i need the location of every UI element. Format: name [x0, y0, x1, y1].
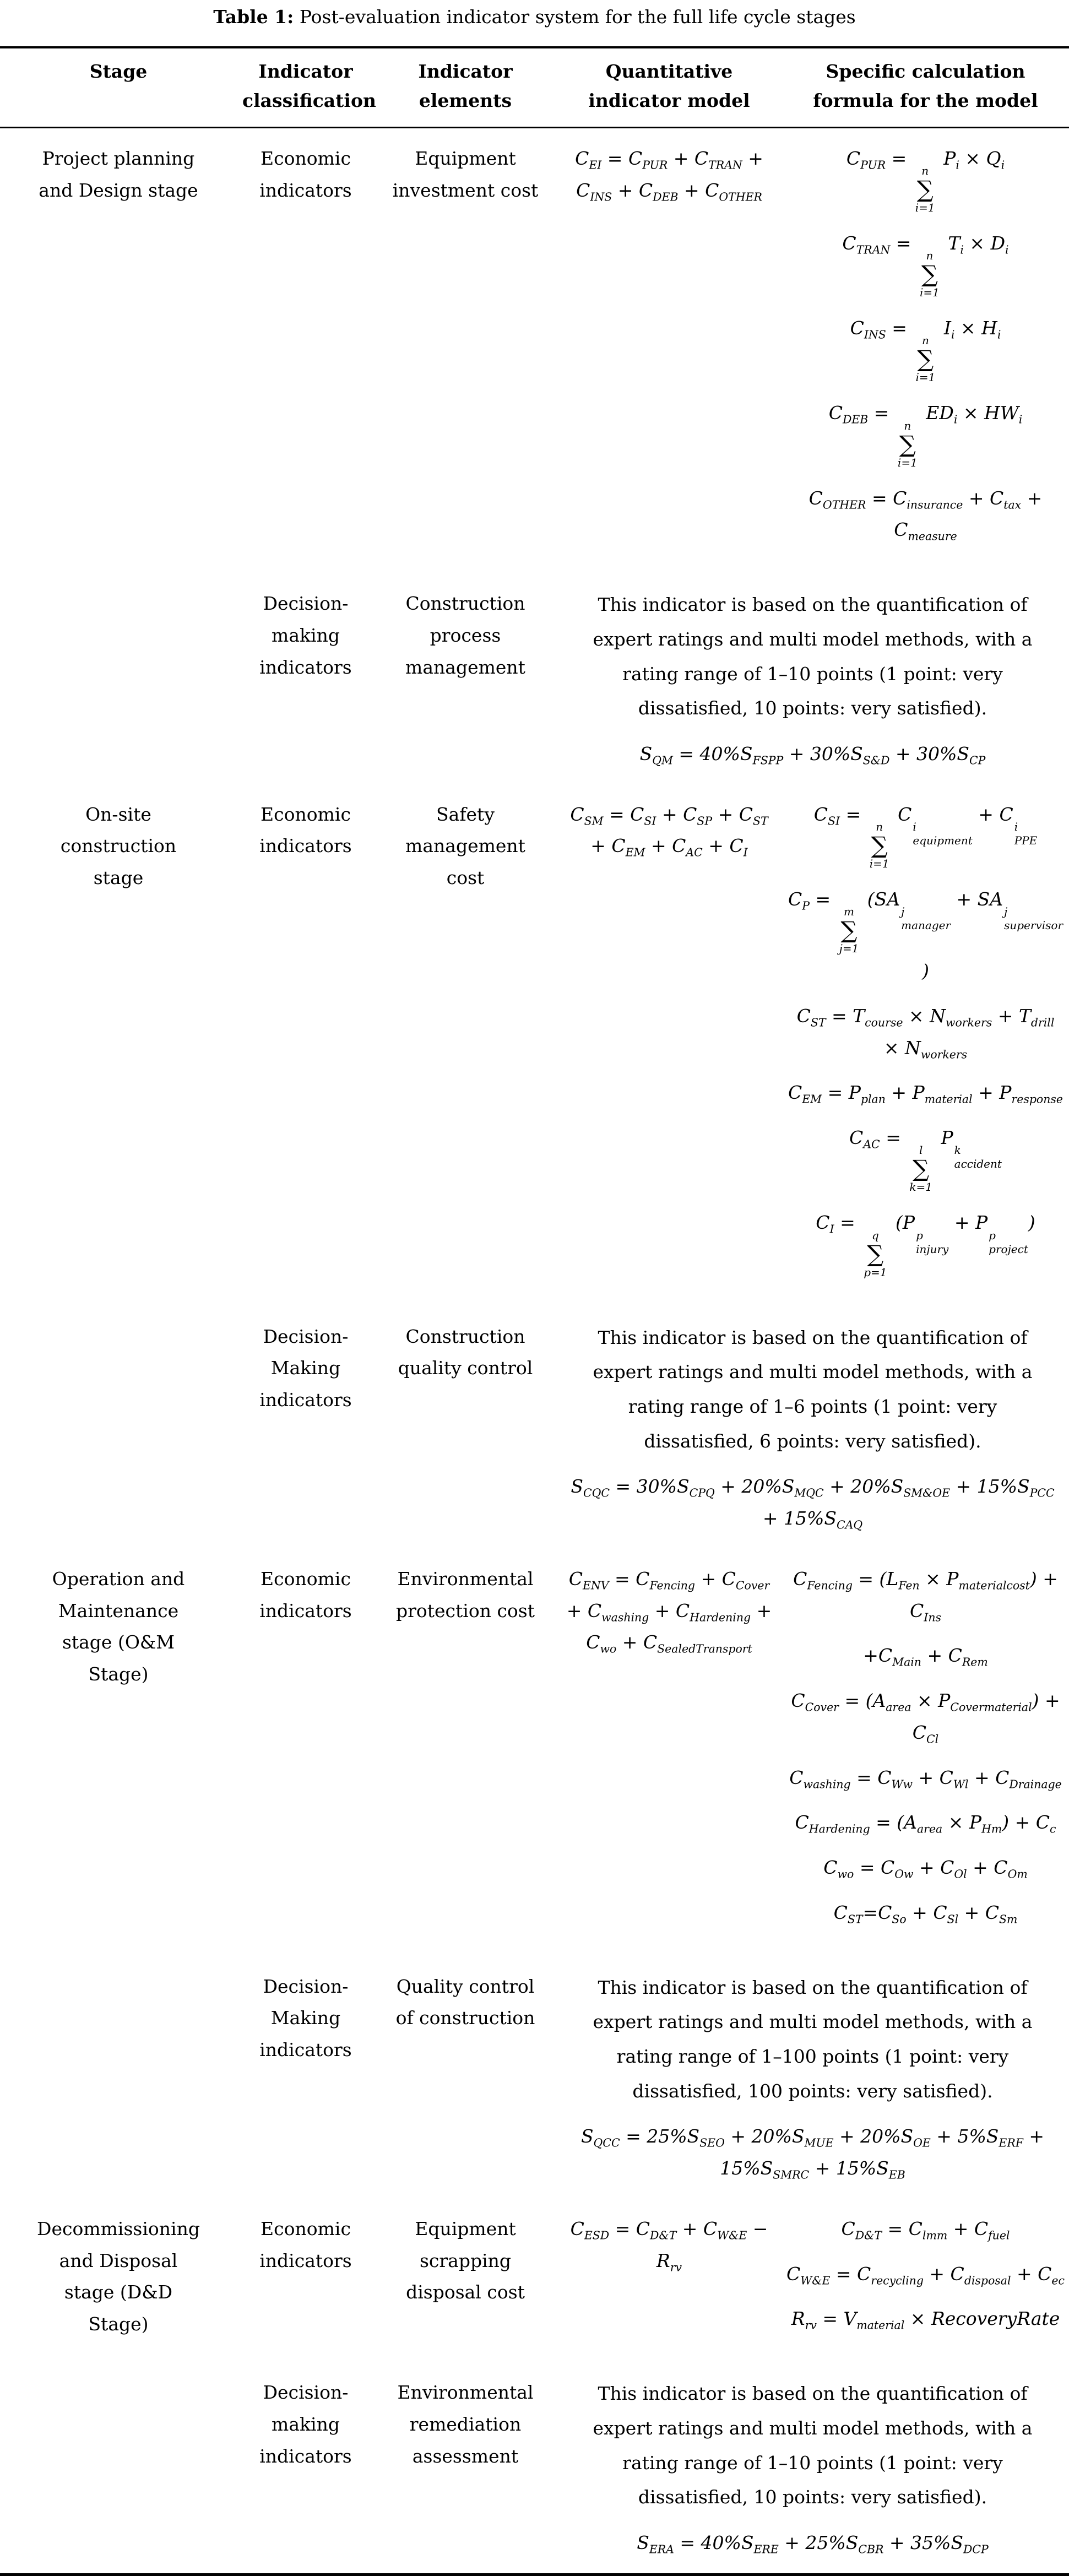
table-caption: [0, 0, 1069, 46]
formula-line: $C_{W\&E} = C_{recycling} + C_{disposal} + C_{ec}$: [786, 2263, 1065, 2287]
note-cell: [556, 2362, 1069, 2574]
formula-line: $C_{Fencing} = (L_{Fen} \times P_{materialcost}) + C_{Ins}$: [793, 1568, 1058, 1624]
formula-line: $C_{EM} = P_{plan} + P_{material} + P_{response}$: [788, 1082, 1063, 1107]
specific-formula-cell: [782, 784, 1069, 1306]
note-formula: $S_{QM} = 40\%S_{FSPP} + 30\%S_{S\&D} + 30\%S_{CP}$: [639, 742, 986, 767]
formula-line: $C_{AC}$ = l ∑ k=1 P k accident: [849, 1127, 1002, 1194]
table-row: [0, 1549, 1069, 1956]
header-stage: Stage: [0, 47, 237, 127]
classification-cell: Economic indicators: [259, 2217, 352, 2271]
model-formula: $C_{ESD} = C_{D\&T} + C_{W\&E} - R_{rv}$: [570, 2217, 768, 2274]
note-cell: [556, 573, 1069, 784]
header-formula: Specific calculation formula for the model: [782, 47, 1069, 127]
formula-line: $C_{wo} = C_{Ow} + C_{Ol} + C_{Om}$: [823, 1857, 1028, 1881]
formula-line: $C_{Cover} = (A_{area} \times P_{Covermaterial}) + C_{Cl}$: [791, 1690, 1060, 1746]
classification-cell: Decision-making indicators: [259, 2382, 352, 2467]
table-caption-text: Post-evaluation indicator system for the full life cycle stages: [294, 6, 856, 28]
stage-cell: Operation and Maintenance stage (O&M Stage): [52, 1568, 185, 1685]
formula-line: $C_{DEB}$ = n ∑ i=1 $ED_i \times HW_i$: [828, 402, 1023, 469]
stage-cell: On-site construction stage: [60, 803, 177, 889]
formula-line: $C_P$ = m ∑ j=1 (SA j manager + SA j supervisor ): [788, 888, 1063, 982]
header-elements: Indicator elements: [375, 47, 556, 127]
formula-line: $C_{TRAN}$ = n ∑ i=1 $T_i \times D_i$: [842, 232, 1009, 300]
header-classification: Indicator classification: [237, 47, 375, 127]
formula-line: $C_{Hardening} = (A_{area} \times P_{Hm}) + C_c$: [795, 1812, 1056, 1836]
model-formula: $C_{EI} = C_{PUR} + C_{TRAN} + C_{INS} + C_{DEB} + C_{OTHER}$: [575, 147, 763, 204]
table-header: [0, 47, 1069, 127]
model-cell: [556, 2199, 782, 2362]
formula-line: $C_I$ = q ∑ p=1 (P p injury + P p project ): [816, 1212, 1035, 1279]
specific-formula-cell: [782, 1549, 1069, 1956]
formula-line: $C_{D\&T} = C_{lmm} + C_{fuel}$: [841, 2217, 1010, 2242]
formula-line: $C_{ST}=C_{So} + C_{Sl} + C_{Sm}$: [833, 1901, 1018, 1926]
note-text: This indicator is based on the quantification of expert ratings and multi model methods, with a rating range of 1–6 points (1 point: very dissatisfied, 6 points: very satisfied).: [593, 1326, 1033, 1452]
element-cell: Environmental protection cost: [395, 1568, 535, 1621]
table-body: [0, 127, 1069, 2574]
formula-line: $+C_{Main} + C_{Rem}$: [863, 1645, 988, 1669]
stage-cell: Project planning and Design stage: [39, 147, 198, 201]
formula-line: $C_{SI}$ = n ∑ i=1 C i equipment + C i PPE: [813, 803, 1038, 870]
table-row: [0, 784, 1069, 1306]
model-cell: [556, 1549, 782, 1956]
model-cell: [556, 784, 782, 1306]
table-caption-label: Table 1:: [213, 6, 294, 28]
specific-formula-cell: [782, 2199, 1069, 2362]
table-row: [0, 2199, 1069, 2362]
note-formula: $S_{QCC} = 25\%S_{SEO} + 20\%S_{MUE} + 20\%S_{OE} + 5\%S_{ERF} + 15\%S_{SMRC} + 15\%S_{EB}$: [580, 2125, 1045, 2182]
classification-cell: Decision-Making indicators: [259, 1325, 352, 1411]
element-cell: Construction process management: [405, 593, 525, 678]
element-cell: Construction quality control: [398, 1325, 533, 1379]
note-cell: [556, 1306, 1069, 1549]
note-text: This indicator is based on the quantification of expert ratings and multi model methods, with a rating range of 1–10 points (1 point: very dissatisfied, 10 points: very satisfied).: [593, 2383, 1033, 2508]
classification-cell: Decision-Making indicators: [259, 1975, 352, 2061]
note-cell: [556, 1956, 1069, 2199]
classification-cell: Decision-making indicators: [259, 593, 352, 678]
header-row: [0, 47, 1069, 127]
model-formula: $C_{ENV} = C_{Fencing} + C_{Cover} + C_{washing} + C_{Hardening} + C_{wo} + C_{SealedTransport}$: [566, 1568, 772, 1656]
classification-cell: Economic indicators: [259, 1568, 352, 1621]
header-model: Quantitative indicator model: [556, 47, 782, 127]
table-row: [0, 127, 1069, 573]
formula-line: $R_{rv} = V_{material}$ × RecoveryRate: [791, 2308, 1060, 2332]
formula-line: $C_{PUR}$ = n ∑ i=1 $P_i \times Q_i$: [846, 147, 1005, 215]
formula-line: $C_{OTHER} = C_{insurance} + C_{tax} + C_{measure}$: [808, 487, 1043, 544]
note-text: This indicator is based on the quantification of expert ratings and multi model methods, with a rating range of 1–100 points (1 point: very dissatisfied, 100 points: very satisfied).: [593, 1976, 1033, 2102]
element-cell: Equipment scrapping disposal cost: [406, 2217, 525, 2303]
element-cell: Environmental remediation assessment: [397, 2382, 534, 2467]
specific-formula-cell: [782, 127, 1069, 573]
element-cell: Quality control of construction: [395, 1975, 535, 2029]
formula-line: $C_{INS}$ = n ∑ i=1 $I_i \times H_i$: [850, 317, 1001, 384]
note-formula: $S_{ERA} = 40\%S_{ERE} + 25\%S_{CBR} + 35\%S_{DCP}$: [637, 2531, 989, 2556]
model-formula: $C_{SM} = C_{SI} + C_{SP} + C_{ST} + C_{EM} + C_{AC} + C_I$: [570, 803, 768, 860]
model-cell: [556, 127, 782, 573]
classification-cell: Economic indicators: [259, 803, 352, 857]
formula-line: $C_{ST} = T_{course} \times N_{workers} + T_{drill} \times N_{workers}$: [796, 1005, 1055, 1061]
element-cell: Equipment investment cost: [392, 147, 539, 201]
indicator-table: [0, 46, 1069, 2575]
element-cell: Safety management cost: [405, 803, 525, 889]
note-text: This indicator is based on the quantification of expert ratings and multi model methods, with a rating range of 1–10 points (1 point: very dissatisfied, 10 points: very satisfied).: [593, 594, 1033, 719]
classification-cell: Economic indicators: [259, 147, 352, 201]
stage-cell: Decommissioning and Disposal stage (D&D Stage): [37, 2217, 200, 2335]
note-formula: $S_{CQC} = 30\%S_{CPQ} + 20\%S_{MQC} + 20\%S_{SM\&OE} + 15\%S_{PCC} + 15\%S_{CAQ}$: [571, 1476, 1055, 1532]
formula-line: $C_{washing} = C_{Ww} + C_{Wl} + C_{Drainage}$: [789, 1766, 1062, 1791]
